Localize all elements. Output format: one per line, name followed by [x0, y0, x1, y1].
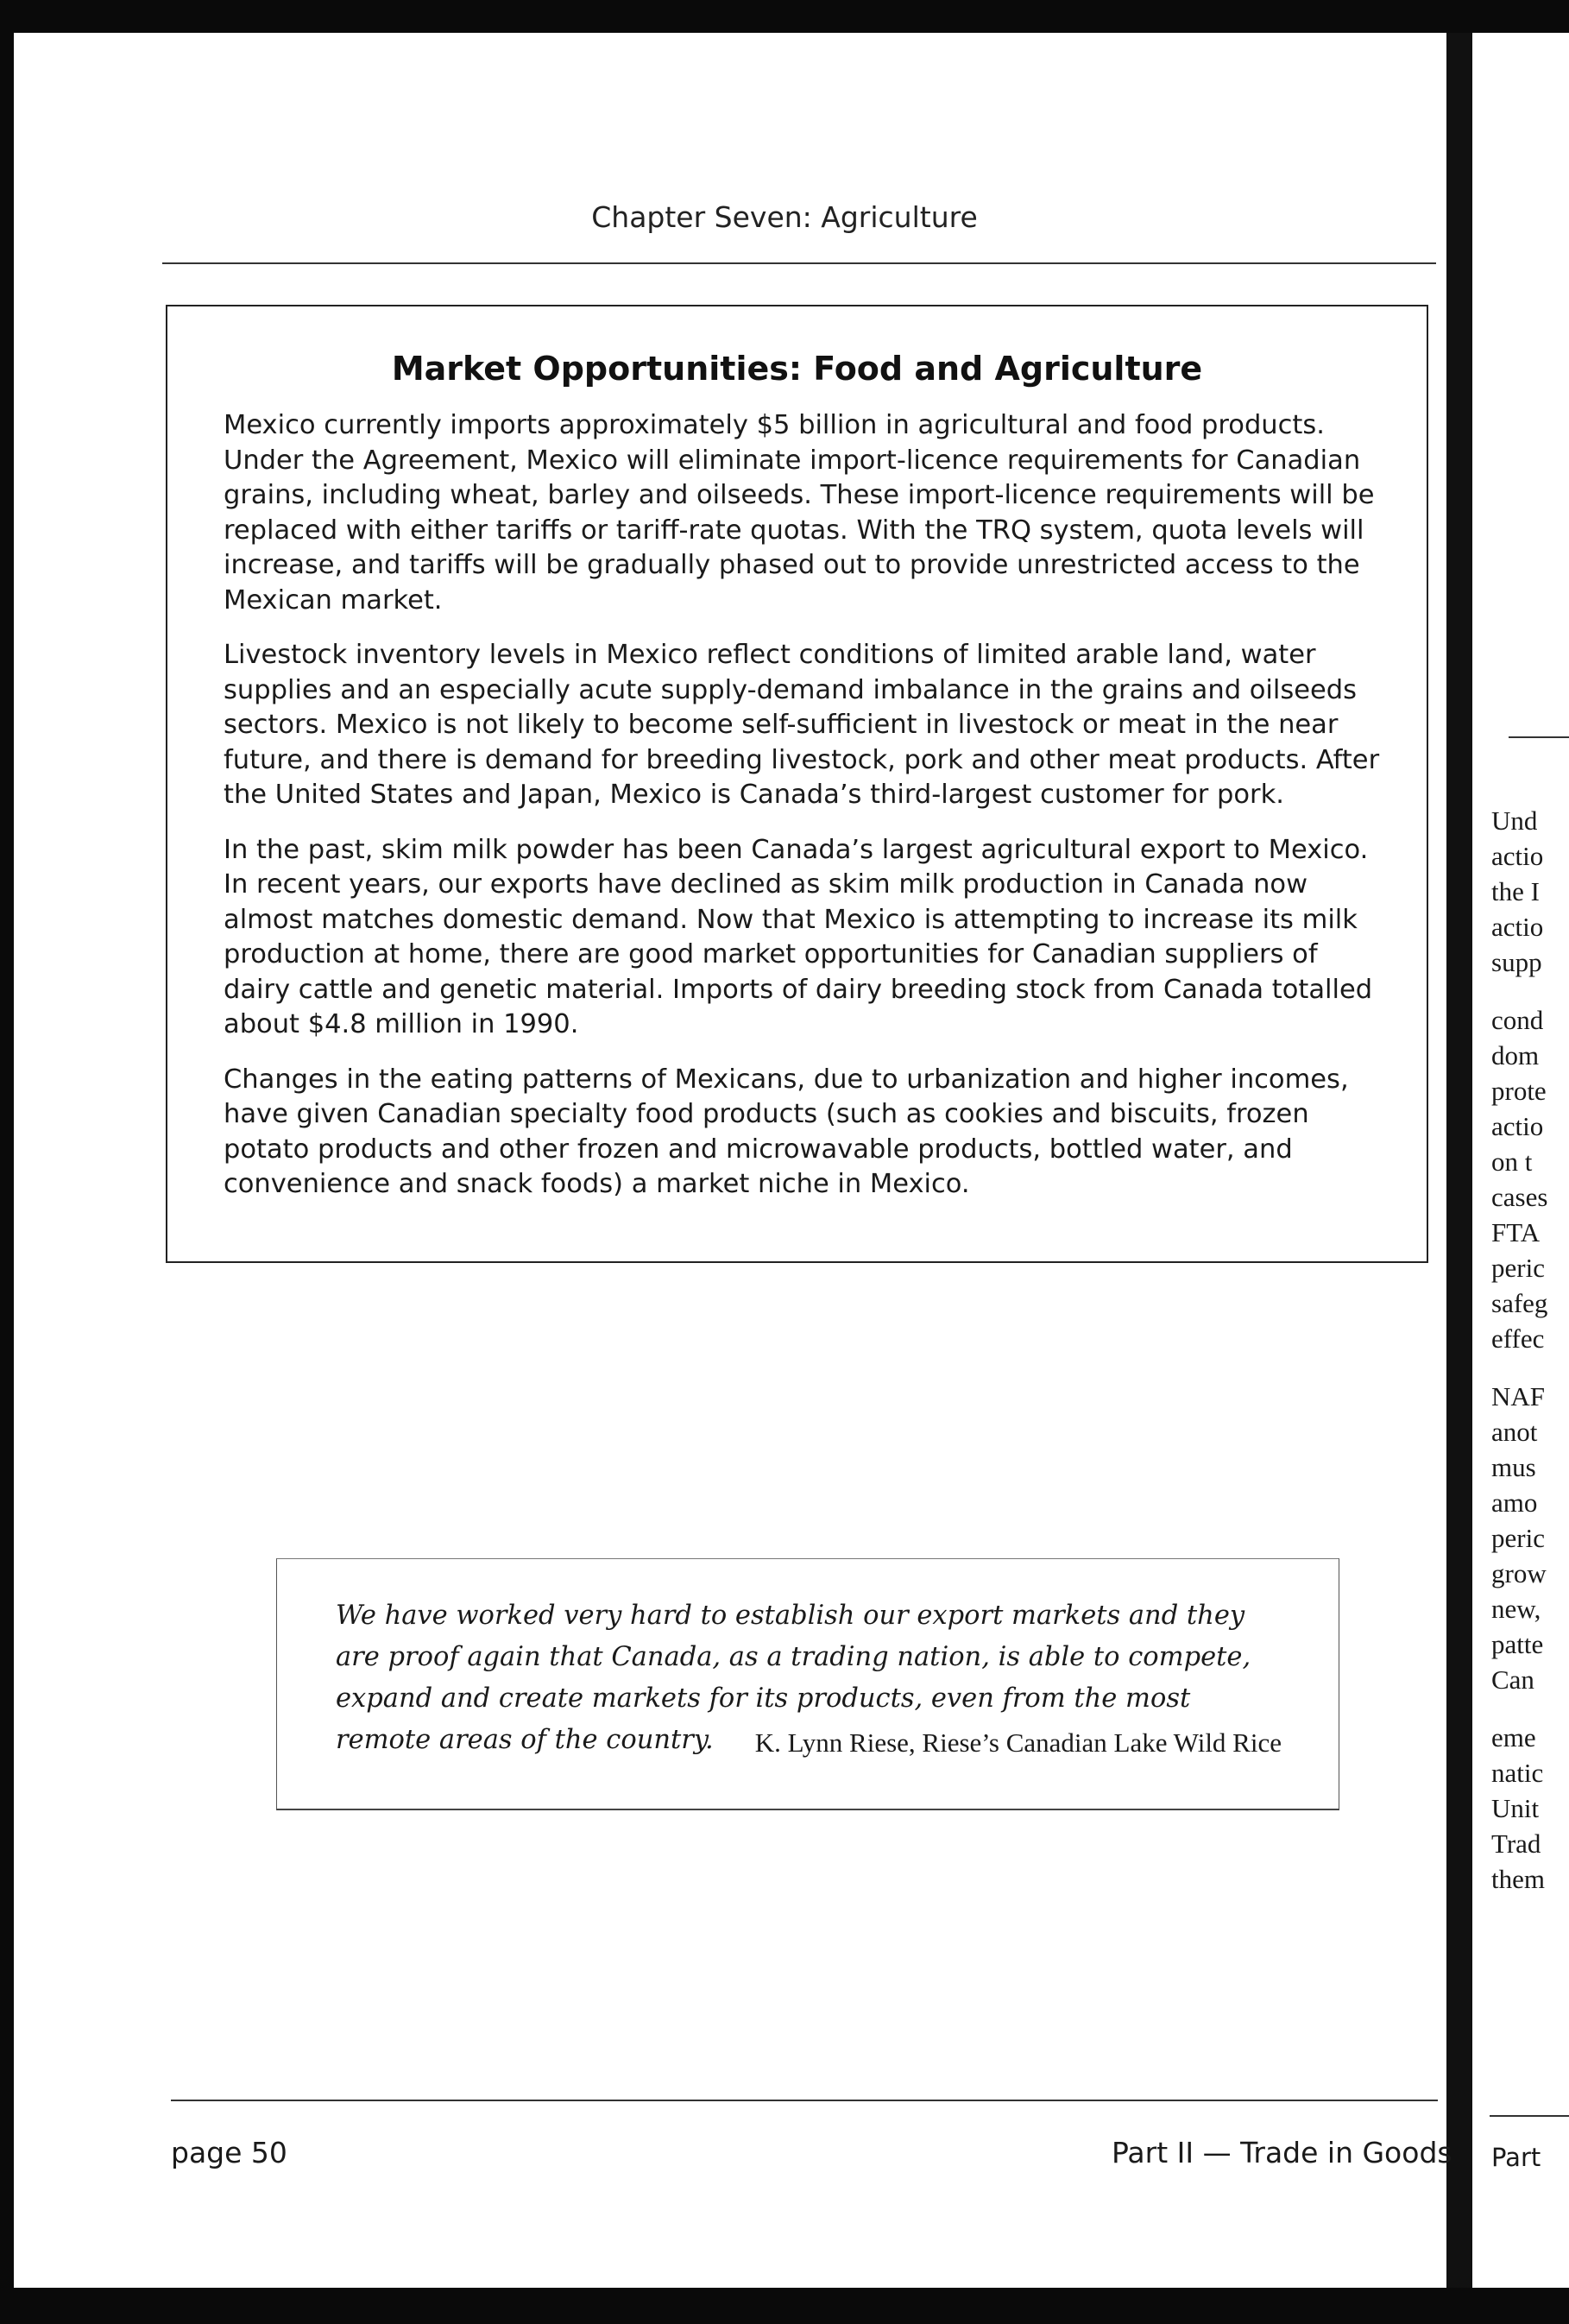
- facing-page-line: actio: [1491, 912, 1544, 942]
- facing-page-footer: Part: [1491, 2143, 1541, 2172]
- facing-page-line: Trad: [1491, 1828, 1541, 1859]
- footer-rule: [171, 2100, 1438, 2101]
- facing-page-line: amo: [1491, 1487, 1538, 1518]
- facing-page-line: eme: [1491, 1722, 1536, 1752]
- header-rule: [162, 262, 1436, 264]
- box-paragraph: Changes in the eating patterns of Mexicans, due to urbanization and higher incomes, have given Canadian specialty food products (such as cookies and biscuits, frozen potato products and other frozen and microwavable products, bottled water, and convenience and snack foods) a market niche in Mexico.: [224, 1064, 1349, 1199]
- facing-page-line: them: [1491, 1864, 1545, 1894]
- facing-page-line: new,: [1491, 1594, 1541, 1624]
- section-title: Part II — Trade in Goods: [1112, 2136, 1452, 2169]
- facing-page-line: FTA: [1491, 1217, 1541, 1247]
- facing-page-line: Unit: [1491, 1793, 1540, 1823]
- facing-page-line: the I: [1491, 876, 1540, 906]
- facing-page-line: patte: [1491, 1629, 1544, 1659]
- quote-attribution: K. Lynn Riese, Riese’s Canadian Lake Wild Rice: [754, 1727, 1282, 1758]
- box-paragraph: Mexico currently imports approximately $5 billion in agricultural and food products. Under the Agreement, Mexico will eliminate import-licence requirements for Canadian grains, including wheat, barley and oilseeds. These import-licence requirements will be replaced with either tariffs or tariff-rate quotas. With the TRQ system, quota levels will increase, and tariffs will be gradually phased out to provide unrestricted access to the Mexican market.: [224, 410, 1375, 616]
- chapter-title: Chapter Seven: Agriculture: [591, 200, 978, 234]
- page-gutter: [1446, 33, 1472, 2288]
- box-paragraph: Livestock inventory levels in Mexico reflect conditions of limited arable land, water supplies and an especially acute supply-demand imbalance in the grains and oilseeds sectors. Mexico is not likely to become self-sufficient in livestock or meat in the near future, and there is demand for breeding livestock, pork and other meat products. After the United States and Japan, Mexico is Canada’s third-largest customer for pork.: [224, 640, 1380, 810]
- facing-page-line: anot: [1491, 1417, 1538, 1447]
- facing-page-line: on t: [1491, 1146, 1533, 1177]
- facing-page-line: actio: [1491, 841, 1544, 871]
- facing-page-line: natic: [1491, 1758, 1544, 1788]
- facing-page-rule-top: [1509, 736, 1569, 738]
- facing-page-line: peric: [1491, 1253, 1545, 1283]
- facing-page-line: safeg: [1491, 1288, 1548, 1318]
- pull-quote-box: [276, 1558, 1339, 1810]
- box-body: [224, 408, 1383, 1222]
- facing-page-line: cond: [1491, 1005, 1544, 1035]
- facing-page-line: grow: [1491, 1558, 1547, 1588]
- market-opportunities-box: [166, 305, 1428, 1263]
- facing-page-line: dom: [1491, 1040, 1540, 1070]
- facing-page-line: peric: [1491, 1523, 1545, 1553]
- facing-page: [1472, 33, 1569, 2288]
- facing-page-rule-bottom: [1490, 2115, 1569, 2117]
- facing-page-line: Und: [1491, 805, 1538, 836]
- facing-page-line: Can: [1491, 1664, 1534, 1695]
- facing-page-line: mus: [1491, 1452, 1536, 1482]
- facing-page-line: effec: [1491, 1323, 1545, 1354]
- facing-page-line: cases: [1491, 1182, 1548, 1212]
- box-title: Market Opportunities: Food and Agriculture: [391, 350, 1203, 388]
- facing-page-line: NAF: [1491, 1381, 1546, 1411]
- box-paragraph: In the past, skim milk powder has been Canada’s largest agricultural export to Mexico. In recent years, our exports have declined as skim milk production in Canada now almost matches domestic demand. Now that Mexico is attempting to increase its milk production at home, there are good market opportunities for Canadian suppliers of dairy cattle and genetic material. Imports of dairy breeding stock from Canada totalled about $4.8 million in 1990.: [224, 834, 1373, 1039]
- facing-page-line: actio: [1491, 1111, 1544, 1141]
- facing-page-line: prote: [1491, 1076, 1547, 1106]
- facing-page-line: supp: [1491, 947, 1542, 977]
- page-number: page 50: [171, 2136, 287, 2169]
- quote-text: We have worked very hard to establish our export markets and they are proof again that Canada, as a trading nation, is able to compete, expand and create markets for its products, even from the most remote areas of the country.: [336, 1601, 1251, 1755]
